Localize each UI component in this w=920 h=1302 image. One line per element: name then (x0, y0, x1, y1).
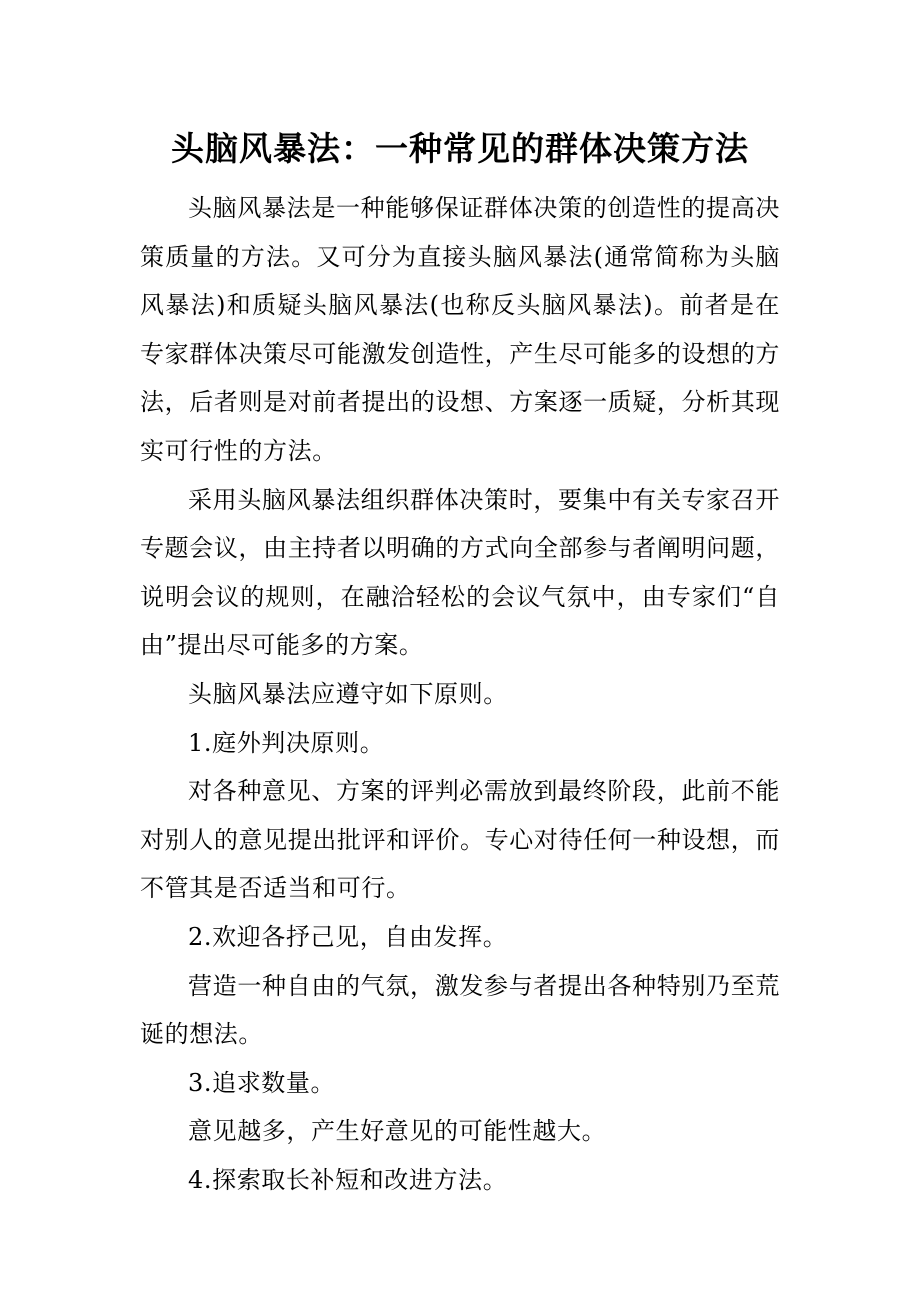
principle-1-text: 对各种意见、方案的评判必需放到最终阶段，此前不能对别人的意见提出批评和评价。专心对待任何一种设想，而不管其是否适当和可行。 (140, 777, 780, 903)
principle-3-heading: 3.追求数量。 (188, 1068, 336, 1097)
principle-4-heading: 4.探索取长补短和改进方法。 (188, 1165, 508, 1194)
principle-2-heading: 2.欢迎各抒己见，自由发挥。 (188, 922, 508, 951)
paragraph-intro: 头脑风暴法是一种能够保证群体决策的创造性的提高决策质量的方法。又可分为直接头脑风暴法(通常简称为头脑风暴法)和质疑头脑风暴法(也称反头脑风暴法)。前者是在专家群体决策尽可能激发创造性，产生尽可能多的设想的方法，后者则是对前者提出的设想、方案逐一质疑，分析其现实可行性的方法。 (140, 194, 780, 465)
principle-2-text: 营造一种自由的气氛，激发参与者提出各种特别乃至荒诞的想法。 (140, 971, 780, 1049)
principle-1-heading: 1.庭外判决原则。 (188, 728, 385, 757)
paragraph-procedure: 采用头脑风暴法组织群体决策时，要集中有关专家召开专题会议，由主持者以明确的方式向全部参与者阐明问题，说明会议的规则，在融洽轻松的会议气氛中，由专家们“自由”提出尽可能多的方案。 (140, 485, 780, 660)
document-title: 头脑风暴法：一种常见的群体决策方法 (171, 129, 749, 168)
principle-3-text: 意见越多，产生好意见的可能性越大。 (188, 1117, 607, 1146)
paragraph-principles-heading: 头脑风暴法应遵守如下原则。 (188, 679, 508, 708)
document-body (140, 184, 780, 1204)
